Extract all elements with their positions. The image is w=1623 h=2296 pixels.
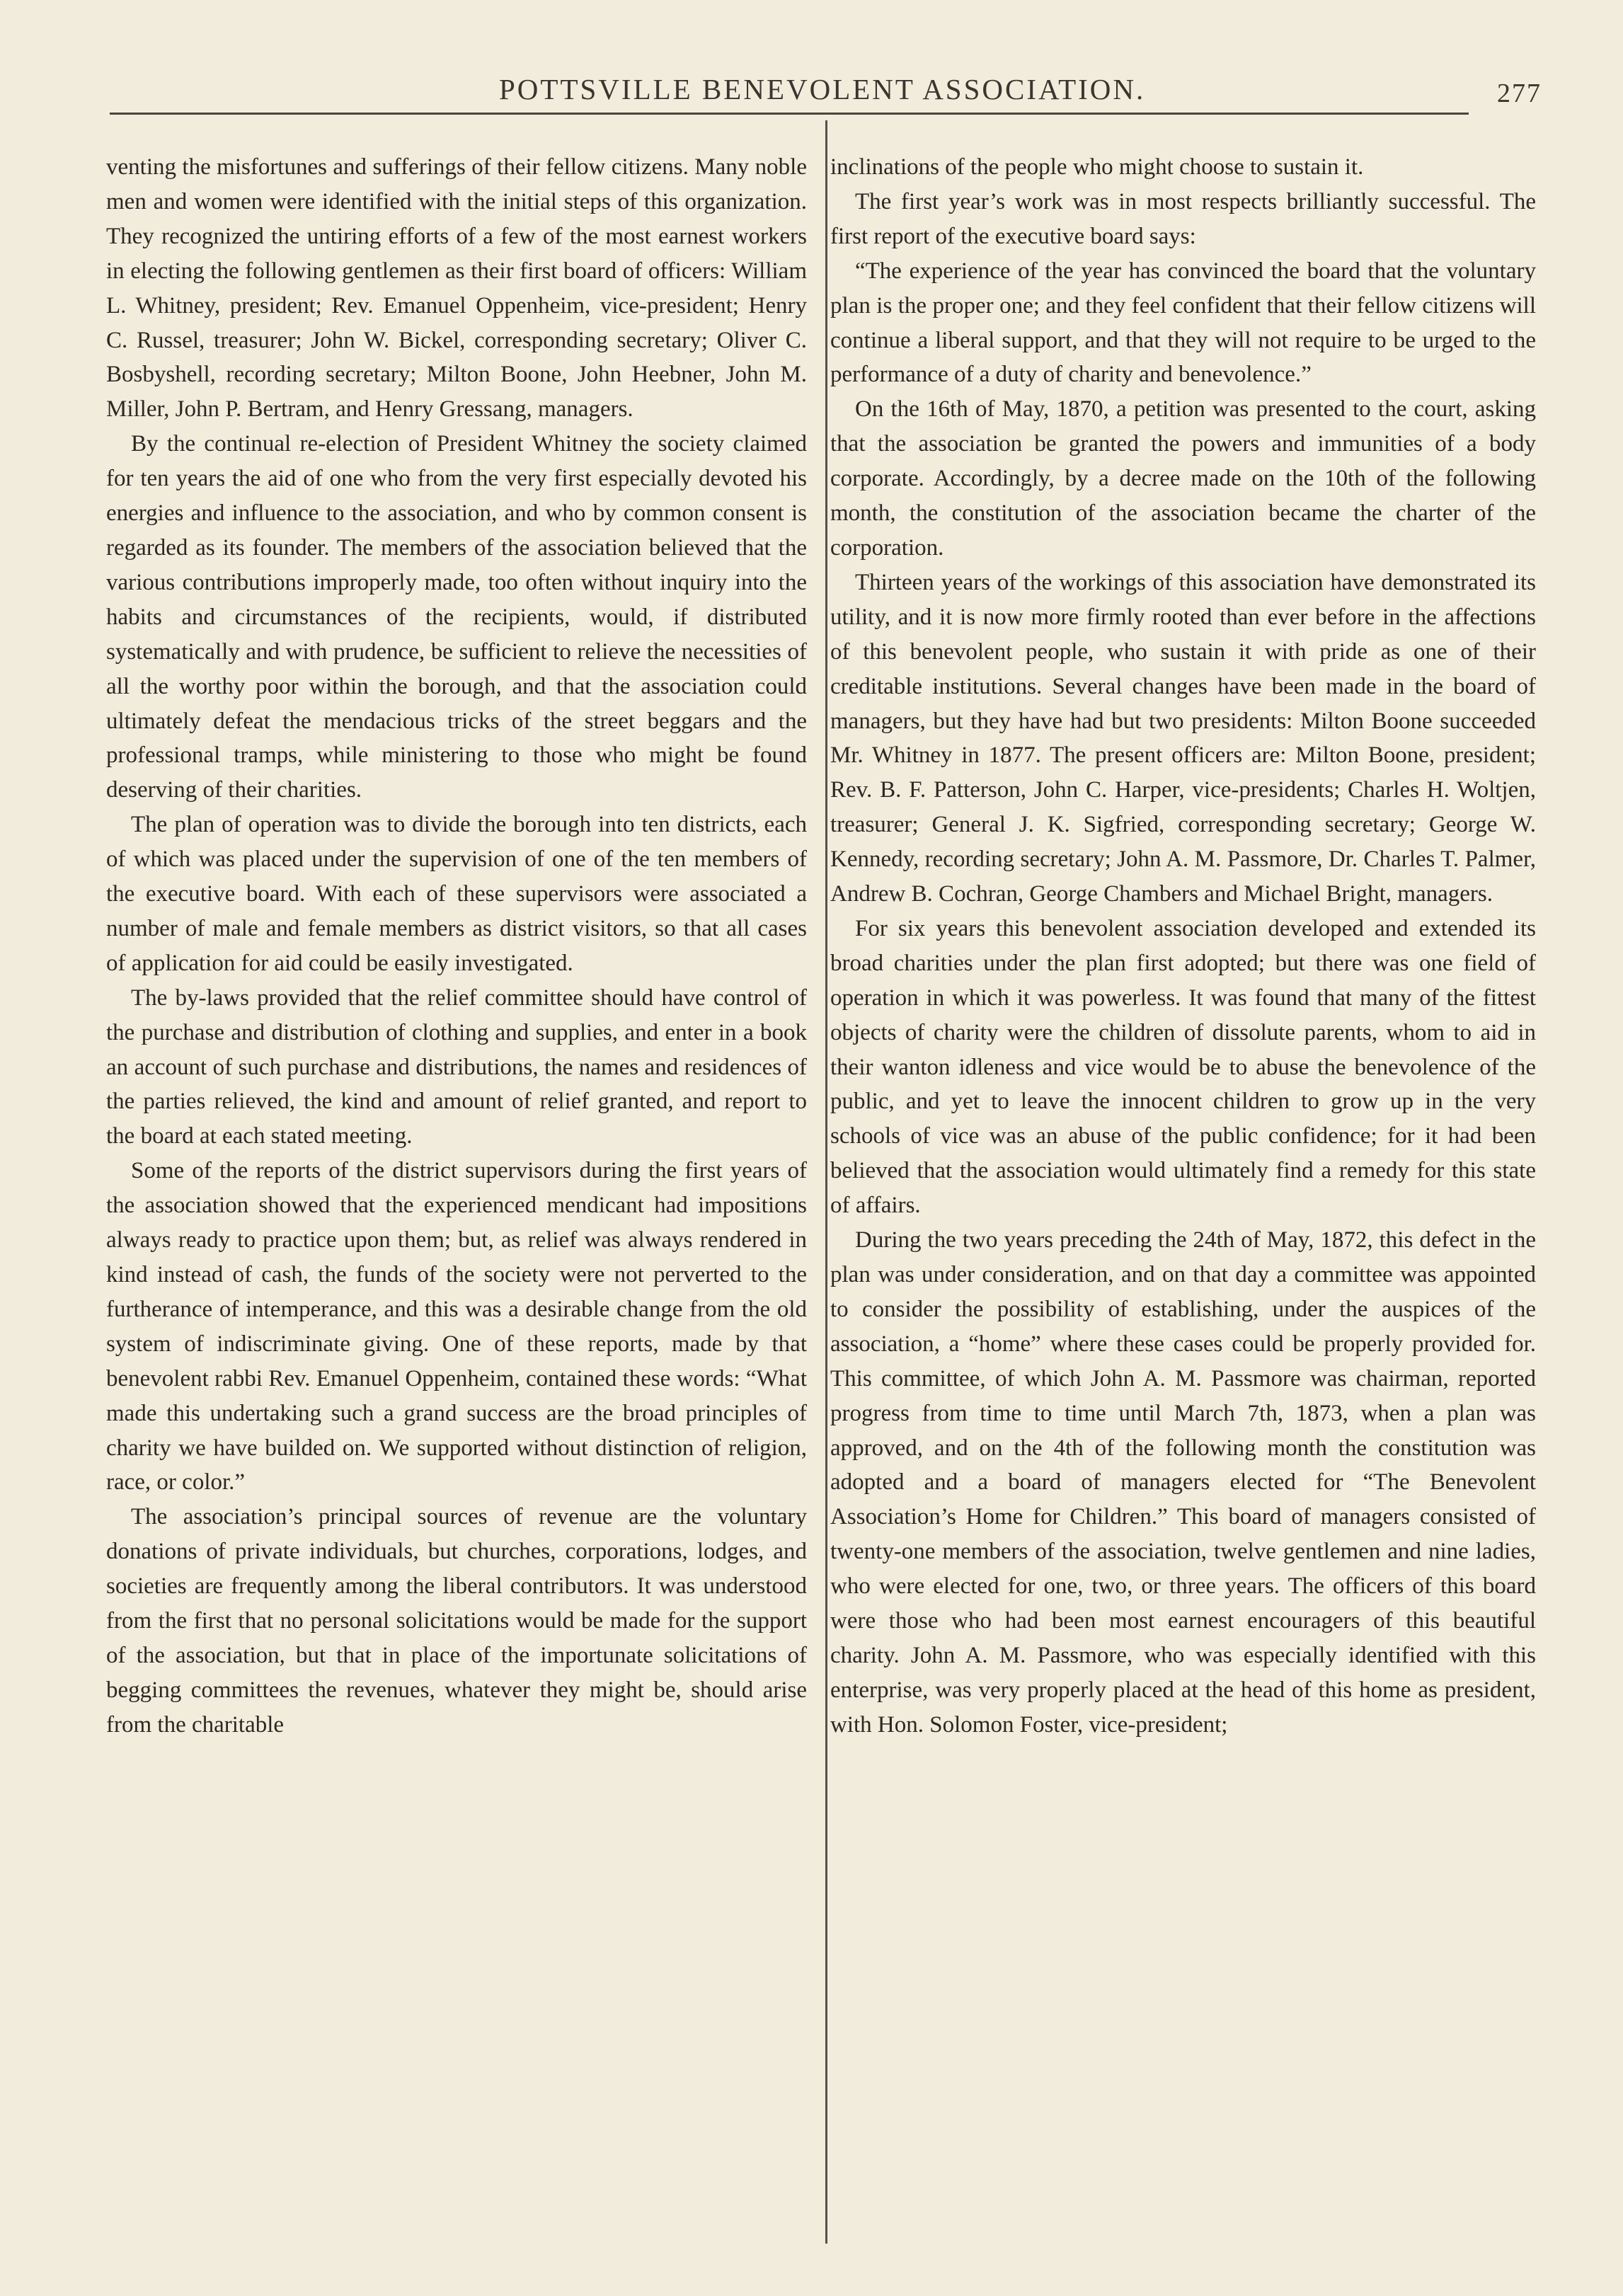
paragraph: On the 16th of May, 1870, a petition was presented to the court, asking that the association be granted the powers and immunities of a body corporate. Accordingly, by a decree made on the 10th of the following month, the constitution of the association became the charter of the corporation. <box>830 396 1536 561</box>
paragraph: Thirteen years of the workings of this association have demonstrated its utility, and it is now more firmly rooted than ever before in the affections of this benevolent people, who sustain it with pride as one of their creditable institutions. Several changes have been made in the board of managers, but they have had but two presidents: Milton Boone succeeded Mr. Whitney in 1877. The present officers are: Milton Boone, president; Rev. B. F. Patterson, John C. Harper, vice-presidents; Charles H. Woltjen, treasurer; General J. K. Sigfried, corresponding secretary; George W. Kennedy, recording secretary; John A. M. Passmore, Dr. Charles T. Palmer, Andrew B. Cochran, George Chambers and Michael Bright, managers. <box>830 569 1536 907</box>
paragraph: The by-laws provided that the relief committee should have control of the purchase and distribution of clothing and supplies, and enter in a book an account of such purchase and distributions, the names and residences of the parties relieved, the kind and amount of relief granted, and report to the board at each stated meeting. <box>106 985 807 1149</box>
paragraph: During the two years preceding the 24th of May, 1872, this defect in the plan was under consideration, and on that day a committee was appointed to consider the possibility of establishing, under the auspices of the association, a “home” where these cases could be properly provided for. This committee, of which John A. M. Passmore was chairman, reported progress from time to time until March 7th, 1873, when a plan was approved, and on the 4th of the following month the constitution was adopted and a board of managers elected for “The Benevolent Association’s Home for Children.” This board of managers consisted of twenty-one members of the association, twelve gentlemen and nine ladies, who were elected for one, two, or three years. The officers of this board were those who had been most earnest encouragers of this beautiful charity. John A. M. Passmore, who was especially identified with this enterprise, was very properly placed at the head of this home as president, with Hon. Solomon Foster, vice-president; <box>830 1227 1536 1738</box>
column-divider <box>825 120 827 2244</box>
paragraph: venting the misfortunes and sufferings of their fellow citizens. Many noble men and women were identified with the initial steps of this organization. They recognized the untiring efforts of a few of the most earnest workers in electing the following gentlemen as their first board of officers: William L. Whitney, president; Rev. Emanuel Oppenheim, vice-president; Henry C. Russel, treasurer; John W. Bickel, corresponding secretary; Oliver C. Bosbyshell, recording secretary; Milton Boone, John Heebner, John M. Miller, John P. Bertram, and Henry Gressang, managers. <box>106 154 807 423</box>
page-number: 277 <box>1497 79 1542 108</box>
paragraph: The association’s principal sources of revenue are the voluntary donations of private individuals, but churches, corporations, lodges, and societies are frequently among the liberal contributors. It was understood from the first that no personal solicitations would be made for the support of the association, but that in place of the importunate solicitations of begging committees the revenues, whatever they might be, should arise from the charitable <box>106 1504 807 1738</box>
paragraph: For six years this benevolent association developed and extended its broad charities under the plan first adopted; but there was one field of operation in which it was powerless. It was found that many of the fittest objects of charity were the children of dissolute parents, whom to aid in their wanton idleness and vice would be to abuse the benevolence of the public, and yet to leave the innocent children to grow up in the very schools of vice was an abuse of the public confidence; for it had been believed that the association would ultimately find a remedy for this state of affairs. <box>830 915 1536 1219</box>
paragraph: “The experience of the year has convinced the board that the voluntary plan is the proper one; and they feel confident that their fellow citizens will continue a liberal support, and that they will not require to be urged to the performance of a duty of charity and benevolence.” <box>830 258 1536 388</box>
header-rule <box>110 113 1469 115</box>
left-column <box>106 150 807 1743</box>
paragraph: inclinations of the people who might choose to sustain it. <box>830 154 1364 180</box>
paragraph: Some of the reports of the district supervisors during the first years of the association showed that the experienced mendicant had impositions always ready to practice upon them; but, as relief was always rendered in kind instead of cash, the funds of the society were not perverted to the furtherance of intemperance, and this was a desirable change from the old system of indiscriminate giving. One of these reports, made by that benevolent rabbi Rev. Emanuel Oppenheim, contained these words: “What made this undertaking such a grand success are the broad principles of charity we have builded on. We supported without distinction of religion, race, or color.” <box>106 1158 807 1496</box>
paragraph: By the continual re-election of President Whitney the society claimed for ten years the aid of one who from the very first especially devoted his energies and influence to the association, and who by common consent is regarded as its founder. The members of the association believed that the various contributions improperly made, too often without inquiry into the habits and circumstances of the recipients, would, if distributed systematically and with prudence, be sufficient to relieve the necessities of all the worthy poor within the borough, and that the association could ultimately defeat the mendacious tricks of the street beggars and the professional tramps, while ministering to those who might be found deserving of their charities. <box>106 431 807 803</box>
paragraph: The plan of operation was to divide the borough into ten districts, each of which was placed under the supervision of one of the ten members of the executive board. With each of these supervisors were associated a number of male and female members as district visitors, so that all cases of application for aid could be easily investigated. <box>106 812 807 976</box>
right-column <box>830 150 1536 1743</box>
paragraph: The first year’s work was in most respects brilliantly successful. The first report of the executive board says: <box>830 188 1536 249</box>
running-title: POTTSVILLE BENEVOLENT ASSOCIATION. <box>499 73 1146 105</box>
